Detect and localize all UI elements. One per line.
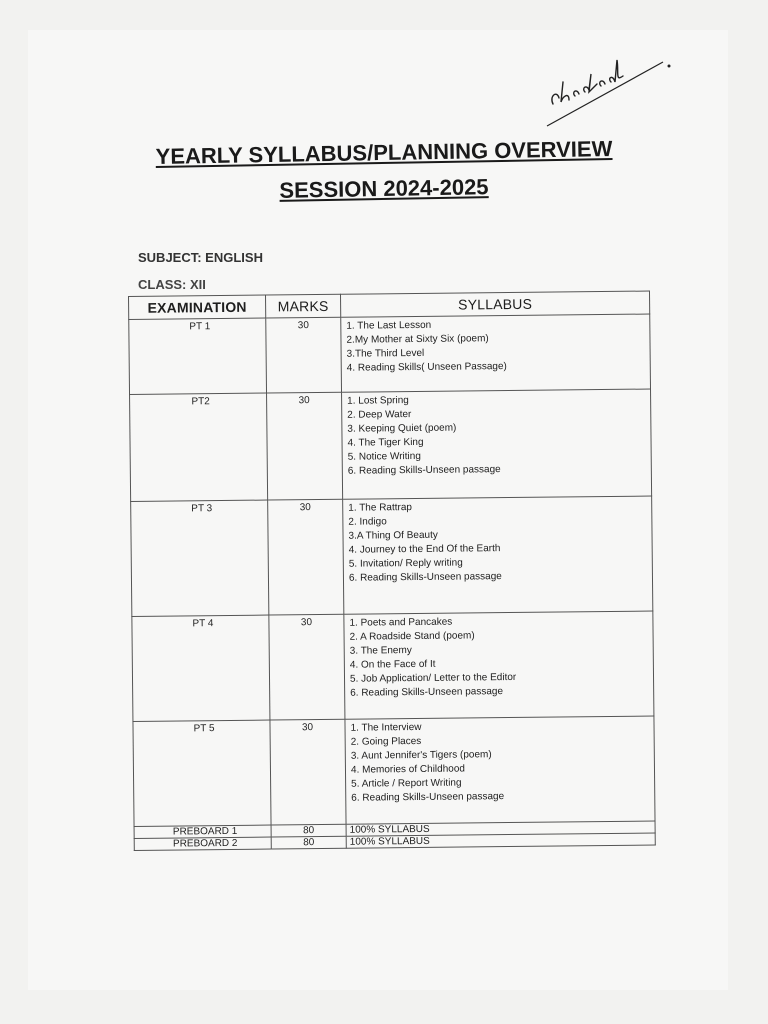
header-syllabus: SYLLABUS bbox=[340, 291, 649, 317]
syllabus-cell: 100% SYLLABUS bbox=[346, 833, 655, 848]
syllabus-item: 6. Reading Skills-Unseen passage bbox=[348, 571, 502, 584]
checked-signature bbox=[545, 52, 675, 132]
class-label: CLASS: XII bbox=[138, 277, 206, 292]
table-row bbox=[133, 716, 655, 826]
table-row bbox=[132, 611, 654, 721]
syllabus-item: 1. The Last Lesson bbox=[346, 319, 432, 332]
syllabus-item: 3.The Third Level bbox=[346, 347, 425, 360]
exam-cell: PT2 bbox=[130, 393, 268, 501]
syllabus-item: 1. Poets and Pancakes bbox=[349, 616, 453, 629]
marks-cell: 30 bbox=[269, 614, 345, 720]
document-title: YEARLY SYLLABUS/PLANNING OVERVIEW bbox=[155, 136, 613, 169]
syllabus-item: 5. Job Application/ Letter to the Editor bbox=[349, 671, 517, 685]
syllabus-cell bbox=[341, 314, 651, 392]
syllabus-item: 5. Invitation/ Reply writing bbox=[348, 557, 463, 570]
syllabus-item: 4. On the Face of It bbox=[349, 658, 436, 671]
syllabus-item: 6. Reading Skills-Unseen passage bbox=[351, 791, 505, 804]
syllabus-item: 3. The Enemy bbox=[349, 645, 412, 657]
marks-cell: 30 bbox=[270, 719, 346, 825]
table-row bbox=[130, 389, 652, 501]
marks-cell: 30 bbox=[268, 499, 344, 615]
syllabus-cell: 100% SYLLABUS bbox=[346, 821, 655, 836]
syllabus-item: 6. Reading Skills-Unseen passage bbox=[350, 686, 504, 699]
syllabus-cell bbox=[342, 389, 652, 499]
header-examination: EXAMINATION bbox=[129, 295, 266, 319]
header-marks: MARKS bbox=[265, 294, 340, 318]
syllabus-item: 4. Reading Skills( Unseen Passage) bbox=[346, 361, 507, 374]
syllabus-item: 5. Notice Writing bbox=[347, 450, 421, 463]
syllabus-item: 4. Memories of Childhood bbox=[350, 763, 465, 776]
syllabus-cell bbox=[343, 496, 653, 614]
exam-cell: PT 3 bbox=[131, 500, 269, 616]
syllabus-item: 3. Aunt Jennifer's Tigers (poem) bbox=[350, 749, 492, 762]
syllabus-item: 4. The Tiger King bbox=[347, 436, 424, 449]
syllabus-cell bbox=[345, 716, 655, 824]
syllabus-table bbox=[128, 291, 656, 851]
syllabus-item: 2.My Mother at Sixty Six (poem) bbox=[346, 333, 489, 346]
syllabus-item: 2. Indigo bbox=[348, 516, 387, 528]
syllabus-item: 3. Keeping Quiet (poem) bbox=[347, 422, 457, 435]
exam-cell: PREBOARD 1 bbox=[134, 825, 271, 838]
syllabus-item: 1. The Interview bbox=[350, 721, 422, 734]
marks-cell: 80 bbox=[271, 836, 346, 849]
syllabus-item: 2. Going Places bbox=[350, 735, 422, 748]
marks-cell: 30 bbox=[267, 392, 343, 500]
exam-cell: PT 4 bbox=[132, 615, 270, 721]
syllabus-item: 6. Reading Skills-Unseen passage bbox=[347, 464, 501, 477]
syllabus-item: 3.A Thing Of Beauty bbox=[348, 529, 438, 542]
table-row bbox=[131, 496, 653, 616]
marks-cell: 80 bbox=[271, 824, 346, 837]
session-title: SESSION 2024-2025 bbox=[279, 174, 489, 203]
syllabus-item: 4. Journey to the End Of the Earth bbox=[348, 543, 501, 556]
subject-label: SUBJECT: ENGLISH bbox=[138, 250, 263, 265]
table-row bbox=[129, 314, 651, 394]
marks-cell: 30 bbox=[266, 317, 342, 393]
exam-cell: PREBOARD 2 bbox=[134, 837, 271, 850]
syllabus-item: 2. Deep Water bbox=[347, 409, 412, 421]
exam-cell: PT 5 bbox=[133, 720, 271, 826]
syllabus-item: 2. A Roadside Stand (poem) bbox=[349, 630, 475, 643]
syllabus-item: 1. The Rattrap bbox=[348, 502, 413, 514]
syllabus-item: 5. Article / Report Writing bbox=[351, 777, 462, 790]
syllabus-cell bbox=[344, 611, 654, 719]
syllabus-item: 1. Lost Spring bbox=[347, 395, 409, 407]
exam-cell: PT 1 bbox=[129, 318, 267, 394]
